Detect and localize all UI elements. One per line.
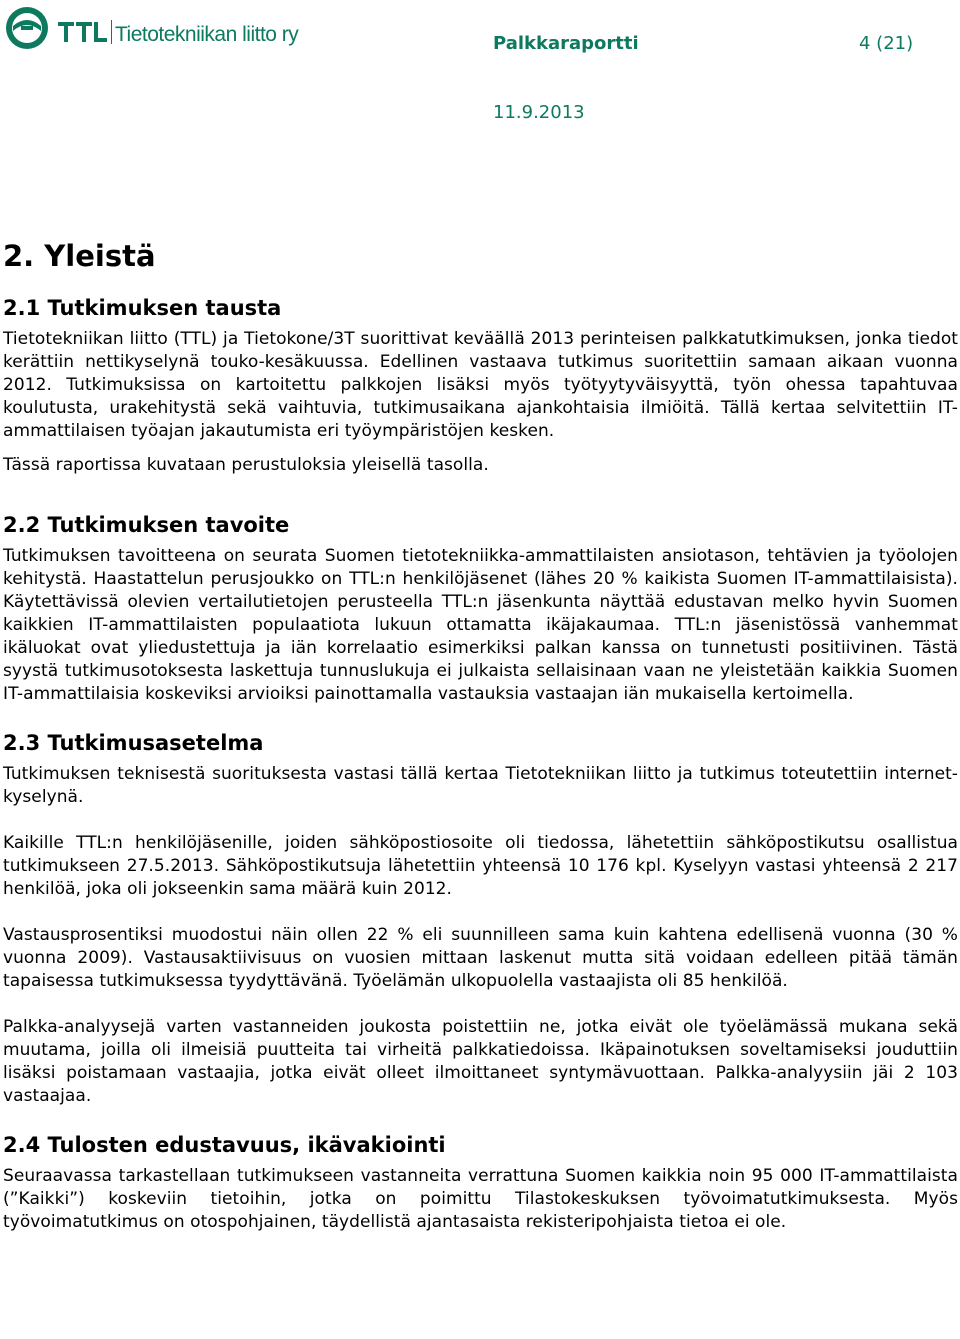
paragraph-2-4-1: Seuraavassa tarkastellaan tutkimukseen vastanneita verrattuna Suomen kaikkia noin 95 000 IT-ammattilaista (”Kaikki”) koskeviin tietoihin, jotka on poimittu Tilastokeskuksen työvoimatutkimuksesta. Myös työvoimatutkimus on otospohjainen, täydellistä ajantasaista rekisteripohjaista tietoa ei ole. (3, 1166, 958, 1232)
paragraph-2-1-2: Tässä raportissa kuvataan perustuloksia yleisellä tasolla. (3, 455, 489, 475)
main-content (3, 236, 958, 1234)
svg-text:Tietotekniikan liitto ry: Tietotekniikan liitto ry (115, 23, 299, 46)
section-heading-2-2: 2.2 Tutkimuksen tavoite (3, 513, 290, 537)
report-title: Palkkaraportti (493, 33, 639, 54)
section-heading-2: 2. Yleistä (3, 239, 156, 273)
section-heading-2-1: 2.1 Tutkimuksen tausta (3, 296, 282, 320)
paragraph-2-2-1: Tutkimuksen tavoitteena on seurata Suomen tietotekniikka-ammattilaisten ansiotason, tehtävien ja työolojen kehitystä. Haastattelun perusjoukko on TTL:n henkilöjäsenet (lähes 20 % kaikista Suomen IT-ammattilaisista). Käytettävissä olevien vertailutietojen perusteella TTL:n jäsenkunta näyttää edustavan melko hyvin Suomen kaikkien IT-ammattilaisten populaatiota lukuun ottamatta ikäjakaumaa. TTL:n jäsenistössä vanhemmat ikäluokat ovat yliedustettuja ja iän korrelaatio esimerkiksi palkan kanssa on tunnetusti positiivinen. Tästä syystä tutkimusotoksesta laskettuja tunnuslukuja ei julkaista sellaisinaan vaan ne yleistetään kaikkia Suomen IT-ammattilaisia koskeviksi arvioiksi painottamalla vastauksia vastaajan iän mukaisella kertoimella. (3, 546, 958, 704)
paragraph-2-3-3: Vastausprosentiksi muodostui näin ollen 22 % eli suunnilleen sama kuin kahtena edellisenä vuonna (30 % vuonna 2009). Vastausaktiivisuus on vuosien mittaan laskenut mutta sitä voidaan edelleen pitää tämän tapaisessa tutkimuksessa tyydyttävänä. Työelämän ulkopuolella vastaajista oli 85 henkilöä. (3, 925, 958, 991)
report-date: 11.9.2013 (493, 102, 585, 123)
paragraph-2-1-1: Tietotekniikan liitto (TTL) ja Tietokone/3T suorittivat keväällä 2013 perinteisen palkkatutkimuksen, jonka tiedot kerättiin nettikyselynä touko-kesäkuussa. Edellinen vastaava tutkimus suoritettiin samaan aikaan vuonna 2012. Tutkimuksissa on kartoitettu palkkojen lisäksi myös työtyytyväisyyttä, työn ohessa tapahtuvaa koulutusta, urakehitystä sekä vaihtuvia, tutkimusaikana ajankohtaisia ilmiöitä. Tällä kertaa selvitettiin IT-ammattilaisen työajan jakautumista eri työympäristöjen kesken. (3, 329, 958, 441)
paragraph-2-3-2: Kaikille TTL:n henkilöjäsenille, joiden sähköpostiosoite oli tiedossa, lähetettiin sähköpostikutsu osallistua tutkimukseen 27.5.2013. Sähköpostikutsuja lähetettiin yhteensä 10 176 kpl. Kyselyyn vastasi yhteensä 2 217 henkilöä, joka oli jokseenkin sama määrä kuin 2012. (3, 833, 958, 899)
paragraph-2-3-1: Tutkimuksen teknisestä suorituksesta vastasi tällä kertaa Tietotekniikan liitto ja tutkimus toteutettiin internet-kyselynä. (3, 764, 958, 807)
section-heading-2-3: 2.3 Tutkimusasetelma (3, 731, 264, 755)
page-number: 4 (21) (859, 33, 914, 54)
ttl-logo (3, 4, 303, 52)
paragraph-2-3-4: Palkka-analyysejä varten vastanneiden joukosta poistettiin ne, jotka eivät ole työelämässä mukana sekä muutama, joilla oli ilmeisiä puutteita tai virheitä palkkatiedoissa. Ikäpainotuksen soveltamiseksi jouduttiin lisäksi poistamaan vastaajia, jotka eivät olleet ilmoittaneet syntymävuottaan. Palkka-analyysiin jäi 2 103 vastaajaa. (3, 1017, 958, 1106)
section-heading-2-4: 2.4 Tulosten edustavuus, ikävakiointi (3, 1133, 446, 1157)
ttl-logo-icon (3, 4, 303, 52)
